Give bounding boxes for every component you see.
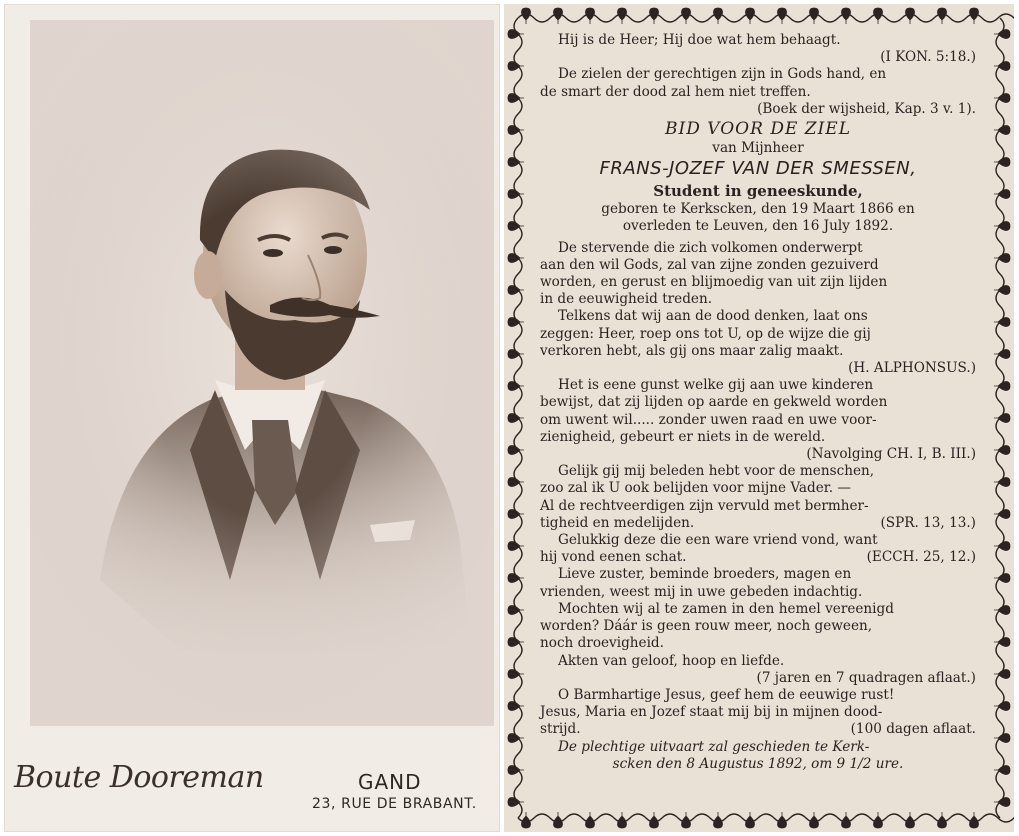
text-line: Hij is de Heer; Hij doe wat hem behaagt. bbox=[558, 32, 841, 48]
vine-leaf-ornament bbox=[508, 445, 524, 454]
vine-leaf-ornament bbox=[994, 381, 1010, 390]
text-line: zoo zal ik U ook belijden voor mijne Vader. — bbox=[540, 480, 851, 497]
vine-leaf-ornament bbox=[994, 253, 1010, 262]
vine-leaf-ornament bbox=[508, 797, 524, 806]
text-line: Jesus, Maria en Jozef staat mij bij in mijnen dood- bbox=[540, 704, 883, 721]
text-line: Gelijk gij mij beleden hebt voor de menschen, bbox=[558, 463, 875, 480]
scripture-citation: (100 dagen aflaat. bbox=[850, 721, 976, 738]
vine-leaf-ornament bbox=[508, 29, 524, 38]
vine-leaf-ornament bbox=[994, 157, 1010, 166]
vine-leaf-ornament bbox=[841, 812, 850, 828]
vine-leaf-ornament bbox=[649, 8, 658, 24]
text-line-left: hij vond eenen schat. bbox=[540, 549, 687, 566]
vine-leaf-ornament bbox=[994, 413, 1010, 422]
photo-card bbox=[4, 4, 500, 832]
vine-leaf-ornament bbox=[994, 221, 1010, 230]
vine-leaf-ornament bbox=[994, 701, 1010, 710]
vine-leaf-ornament bbox=[521, 812, 530, 828]
text-line: vrienden, weest mij in uwe gebeden indachtig. bbox=[540, 583, 863, 600]
text-line: overleden te Leuven, den 16 July 1892. bbox=[622, 218, 894, 235]
vine-leaf-ornament bbox=[713, 8, 722, 24]
vine-leaf-ornament bbox=[994, 605, 1010, 614]
text-line: worden, en gerust en blijmoedig van uit zijn lijden bbox=[540, 274, 888, 291]
text-line: Mochten wij al te zamen in den hemel vereenigd bbox=[558, 600, 894, 617]
text-line: noch droevigheid. bbox=[540, 635, 664, 652]
text-line: De zielen der gerechtigen zijn in Gods hand, en bbox=[558, 66, 887, 83]
vine-leaf-ornament bbox=[553, 812, 562, 828]
vine-leaf-ornament bbox=[681, 8, 690, 24]
scripture-citation: (7 jaren en 7 quadragen aflaat.) bbox=[756, 669, 976, 686]
vine-leaf-ornament bbox=[508, 413, 524, 422]
vine-leaf-ornament bbox=[508, 733, 524, 742]
text-line: in de eeuwigheid treden. bbox=[540, 291, 713, 308]
vine-leaf-ornament bbox=[777, 812, 786, 828]
vine-leaf-ornament bbox=[745, 8, 754, 24]
scripture-citation: (ECCH. 25, 12.) bbox=[866, 549, 976, 566]
text-line: verkoren hebt, als gij ons maar zalig maakt. bbox=[540, 342, 844, 359]
vine-leaf-ornament bbox=[508, 477, 524, 486]
vine-leaf-ornament bbox=[553, 8, 562, 24]
vine-leaf-ornament bbox=[994, 189, 1010, 198]
text-line: De stervende die zich volkomen onderwerpt bbox=[558, 239, 863, 256]
vine-leaf-ornament bbox=[508, 541, 524, 550]
vine-leaf-ornament bbox=[508, 509, 524, 518]
vine-leaf-ornament bbox=[994, 445, 1010, 454]
vine-leaf-ornament bbox=[508, 221, 524, 230]
vine-leaf-ornament bbox=[994, 317, 1010, 326]
text-line: worden? Dáár is geen rouw meer, noch geween, bbox=[540, 618, 873, 635]
portrait-photo bbox=[30, 20, 494, 726]
vine-leaf-ornament bbox=[994, 797, 1010, 806]
scripture-citation: (Boek der wijsheid, Kap. 3 v. 1). bbox=[757, 100, 976, 117]
vine-leaf-ornament bbox=[937, 812, 946, 828]
vine-leaf-ornament bbox=[873, 8, 882, 24]
vine-leaf-ornament bbox=[508, 125, 524, 134]
vine-leaf-ornament bbox=[617, 8, 626, 24]
vine-leaf-ornament bbox=[508, 381, 524, 390]
vine-leaf-ornament bbox=[508, 573, 524, 582]
vine-leaf-ornament bbox=[937, 8, 946, 24]
text-line: om uwent wil..... zonder uwen raad en uwe voor- bbox=[540, 411, 877, 428]
text-line: Telkens dat wij aan de dood denken, laat ons bbox=[558, 308, 868, 325]
prayer-heading: BID VOOR DE ZIEL bbox=[665, 119, 851, 140]
vine-leaf-ornament bbox=[969, 8, 978, 24]
vine-leaf-ornament bbox=[521, 8, 530, 24]
text-line: Het is eene gunst welke gij aan uwe kinderen bbox=[558, 377, 874, 394]
text-line bbox=[540, 549, 976, 566]
scripture-citation: (Navolging CH. I, B. III.) bbox=[806, 446, 976, 463]
text-line: De plechtige uitvaart zal geschieden te Kerk- bbox=[558, 738, 870, 755]
scripture-citation: (H. ALPHONSUS.) bbox=[848, 360, 976, 377]
vine-leaf-ornament bbox=[508, 605, 524, 614]
vine-leaf-ornament bbox=[585, 8, 594, 24]
text-line: Al de rechtveerdigen zijn vervuld met bermher- bbox=[540, 497, 869, 514]
memorial-card bbox=[504, 4, 1014, 832]
vine-leaf-ornament bbox=[681, 812, 690, 828]
vine-leaf-ornament bbox=[994, 733, 1010, 742]
vine-leaf-ornament bbox=[508, 317, 524, 326]
vine-leaf-ornament bbox=[994, 509, 1010, 518]
vine-leaf-ornament bbox=[994, 29, 1010, 38]
text-line: zienigheid, gebeurt er niets in de wereld. bbox=[540, 428, 826, 445]
vine-leaf-ornament bbox=[994, 61, 1010, 70]
scripture-citation: (SPR. 13, 13.) bbox=[880, 514, 976, 531]
text-line: bewijst, dat zij lijden op aarde en gekweld worden bbox=[540, 394, 888, 411]
vine-leaf-ornament bbox=[508, 701, 524, 710]
scripture-citation: (I KON. 5:18.) bbox=[880, 49, 976, 66]
vine-leaf-ornament bbox=[994, 93, 1010, 102]
text-line: Akten van geloof, hoop en liefde. bbox=[558, 652, 785, 669]
memorial-text bbox=[540, 32, 976, 773]
studio-city: GAND bbox=[358, 770, 422, 794]
vine-leaf-ornament bbox=[841, 8, 850, 24]
text-line-left: strijd. bbox=[540, 721, 581, 738]
vine-leaf-ornament bbox=[994, 349, 1010, 358]
text-line: Lieve zuster, beminde broeders, magen en bbox=[558, 566, 852, 583]
vine-leaf-ornament bbox=[649, 812, 658, 828]
vine-leaf-ornament bbox=[873, 812, 882, 828]
text-line: van Mijnheer bbox=[712, 140, 804, 157]
vine-leaf-ornament bbox=[617, 812, 626, 828]
vine-leaf-ornament bbox=[508, 285, 524, 294]
vine-leaf-ornament bbox=[745, 812, 754, 828]
text-line-left: tigheid en medelijden. bbox=[540, 514, 695, 531]
vine-leaf-ornament bbox=[508, 669, 524, 678]
vine-leaf-ornament bbox=[809, 812, 818, 828]
vine-leaf-ornament bbox=[994, 541, 1010, 550]
text-line bbox=[540, 721, 976, 738]
text-line: geboren te Kerkscken, den 19 Maart 1866 en bbox=[601, 201, 915, 218]
vine-leaf-ornament bbox=[905, 812, 914, 828]
text-line: Gelukkig deze die een ware vriend vond, want bbox=[558, 532, 878, 549]
vine-leaf-ornament bbox=[994, 125, 1010, 134]
vine-leaf-ornament bbox=[585, 812, 594, 828]
vine-leaf-ornament bbox=[994, 573, 1010, 582]
vine-leaf-ornament bbox=[508, 93, 524, 102]
vine-leaf-ornament bbox=[508, 349, 524, 358]
vine-leaf-ornament bbox=[994, 477, 1010, 486]
deceased-name: FRANS-JOZEF VAN DER SMESSEN, bbox=[599, 158, 917, 180]
text-line: aan den wil Gods, zal van zijne zonden gezuiverd bbox=[540, 256, 879, 273]
vine-leaf-ornament bbox=[508, 637, 524, 646]
text-line: zeggen: Heer, roep ons tot U, op de wijze die gij bbox=[540, 325, 871, 342]
vine-leaf-ornament bbox=[508, 765, 524, 774]
vine-leaf-ornament bbox=[905, 8, 914, 24]
vine-leaf-ornament bbox=[994, 765, 1010, 774]
studio-address: 23, RUE DE BRABANT. bbox=[312, 796, 477, 812]
studio-name: Boute Dooreman bbox=[14, 760, 264, 795]
text-line bbox=[540, 515, 976, 532]
vine-leaf-ornament bbox=[994, 669, 1010, 678]
text-line: de smart der dood zal hem niet treffen. bbox=[540, 83, 811, 100]
vine-leaf-ornament bbox=[508, 189, 524, 198]
vine-leaf-ornament bbox=[508, 253, 524, 262]
vine-leaf-ornament bbox=[969, 812, 978, 828]
deceased-profession: Student in geneeskunde, bbox=[653, 182, 863, 201]
vine-leaf-ornament bbox=[713, 812, 722, 828]
vine-leaf-ornament bbox=[809, 8, 818, 24]
vine-leaf-ornament bbox=[994, 285, 1010, 294]
text-line: scken den 8 Augustus 1892, om 9 1/2 ure. bbox=[612, 755, 904, 772]
vine-leaf-ornament bbox=[508, 61, 524, 70]
vine-leaf-ornament bbox=[508, 157, 524, 166]
text-line: O Barmhartige Jesus, geef hem de eeuwige rust! bbox=[558, 686, 895, 703]
vine-leaf-ornament bbox=[994, 637, 1010, 646]
vine-leaf-ornament bbox=[777, 8, 786, 24]
